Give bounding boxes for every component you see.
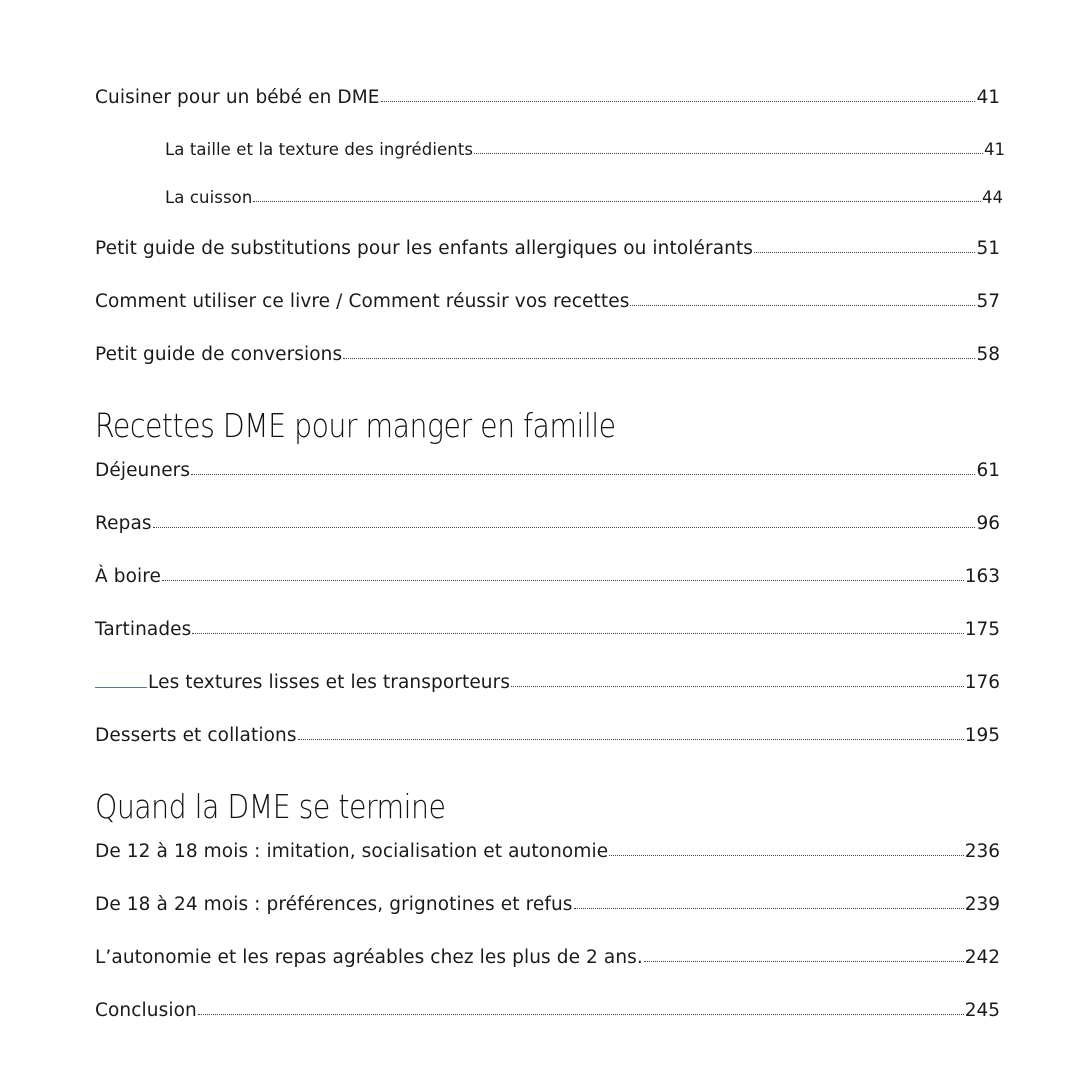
toc-entry[interactable]	[95, 671, 1000, 695]
toc-entry-label: Petit guide de conversions	[95, 344, 343, 365]
toc-entry-label: Conclusion	[95, 1000, 197, 1021]
toc-entry[interactable]	[95, 840, 1000, 864]
dot-leader	[253, 200, 981, 202]
toc-entry[interactable]	[95, 724, 1000, 748]
toc-subentry[interactable]	[165, 138, 1005, 162]
toc-entry-page: 163	[964, 566, 1000, 587]
dot-leader	[609, 854, 964, 856]
toc-subentry[interactable]	[165, 186, 1003, 210]
toc-entry-label: À boire	[95, 566, 162, 587]
dot-leader	[191, 473, 975, 475]
dot-leader	[574, 907, 964, 909]
toc-entry-page: 245	[964, 1000, 1000, 1021]
section-heading: Quand la DME se termine	[95, 787, 446, 826]
toc-entry[interactable]	[95, 565, 1000, 589]
toc-entry-page: 58	[976, 344, 1000, 365]
toc-entry-page: 96	[976, 513, 1000, 534]
toc-entry-page: 195	[964, 725, 1000, 746]
toc-entry-page: 176	[964, 672, 1000, 693]
toc-entry-page: 236	[964, 841, 1000, 862]
toc-entry-label: Tartinades	[95, 619, 192, 640]
dot-leader	[298, 738, 964, 740]
toc-entry-page: 44	[982, 188, 1003, 207]
toc-entry-page: 57	[976, 291, 1000, 312]
toc-entry-label: Desserts et collations	[95, 725, 297, 746]
toc-entry[interactable]	[95, 86, 1000, 110]
dot-leader	[343, 357, 975, 359]
dot-leader	[644, 960, 964, 962]
toc-entry[interactable]	[95, 946, 1000, 970]
dot-leader	[754, 251, 975, 253]
toc-entry-label: Les textures lisses et les transporteurs	[148, 672, 511, 693]
dot-leader	[474, 152, 983, 154]
dot-leader	[198, 1013, 964, 1015]
dot-leader	[630, 304, 975, 306]
toc-entry[interactable]	[95, 343, 1000, 367]
toc-entry[interactable]	[95, 512, 1000, 536]
toc-entry-label: La taille et la texture des ingrédients	[165, 140, 474, 159]
toc-entry-page: 61	[976, 460, 1000, 481]
toc-entry-page: 175	[964, 619, 1000, 640]
toc-entry-page: 41	[984, 140, 1005, 159]
toc-entry[interactable]	[95, 237, 1000, 261]
toc-entry[interactable]	[95, 290, 1000, 314]
toc-entry[interactable]	[95, 999, 1000, 1023]
dot-leader	[511, 685, 964, 687]
toc-entry-page: 242	[964, 947, 1000, 968]
toc-entry[interactable]	[95, 618, 1000, 642]
dot-leader	[381, 100, 976, 102]
toc-entry-label: Déjeuners	[95, 460, 191, 481]
toc-entry[interactable]	[95, 893, 1000, 917]
toc-entry-label: De 12 à 18 mois : imitation, socialisation et autonomie	[95, 841, 609, 862]
tab-indent-marker	[95, 686, 147, 688]
toc-entry-page: 51	[976, 238, 1000, 259]
toc-entry-label: Comment utiliser ce livre / Comment réussir vos recettes	[95, 291, 630, 312]
dot-leader	[162, 579, 964, 581]
toc-entry[interactable]	[95, 459, 1000, 483]
toc-entry-page: 239	[964, 894, 1000, 915]
dot-leader	[192, 632, 963, 634]
toc-entry-label: Cuisiner pour un bébé en DME	[95, 87, 380, 108]
toc-entry-label: La cuisson	[165, 188, 253, 207]
section-heading: Recettes DME pour manger en famille	[95, 406, 616, 445]
toc-entry-page: 41	[976, 87, 1000, 108]
dot-leader	[153, 526, 976, 528]
toc-entry-label: De 18 à 24 mois : préférences, grignotines et refus	[95, 894, 573, 915]
toc-entry-label: Petit guide de substitutions pour les enfants allergiques ou intolérants	[95, 238, 754, 259]
toc-entry-label: L’autonomie et les repas agréables chez les plus de 2 ans.	[95, 947, 643, 968]
toc-entry-label: Repas	[95, 513, 152, 534]
